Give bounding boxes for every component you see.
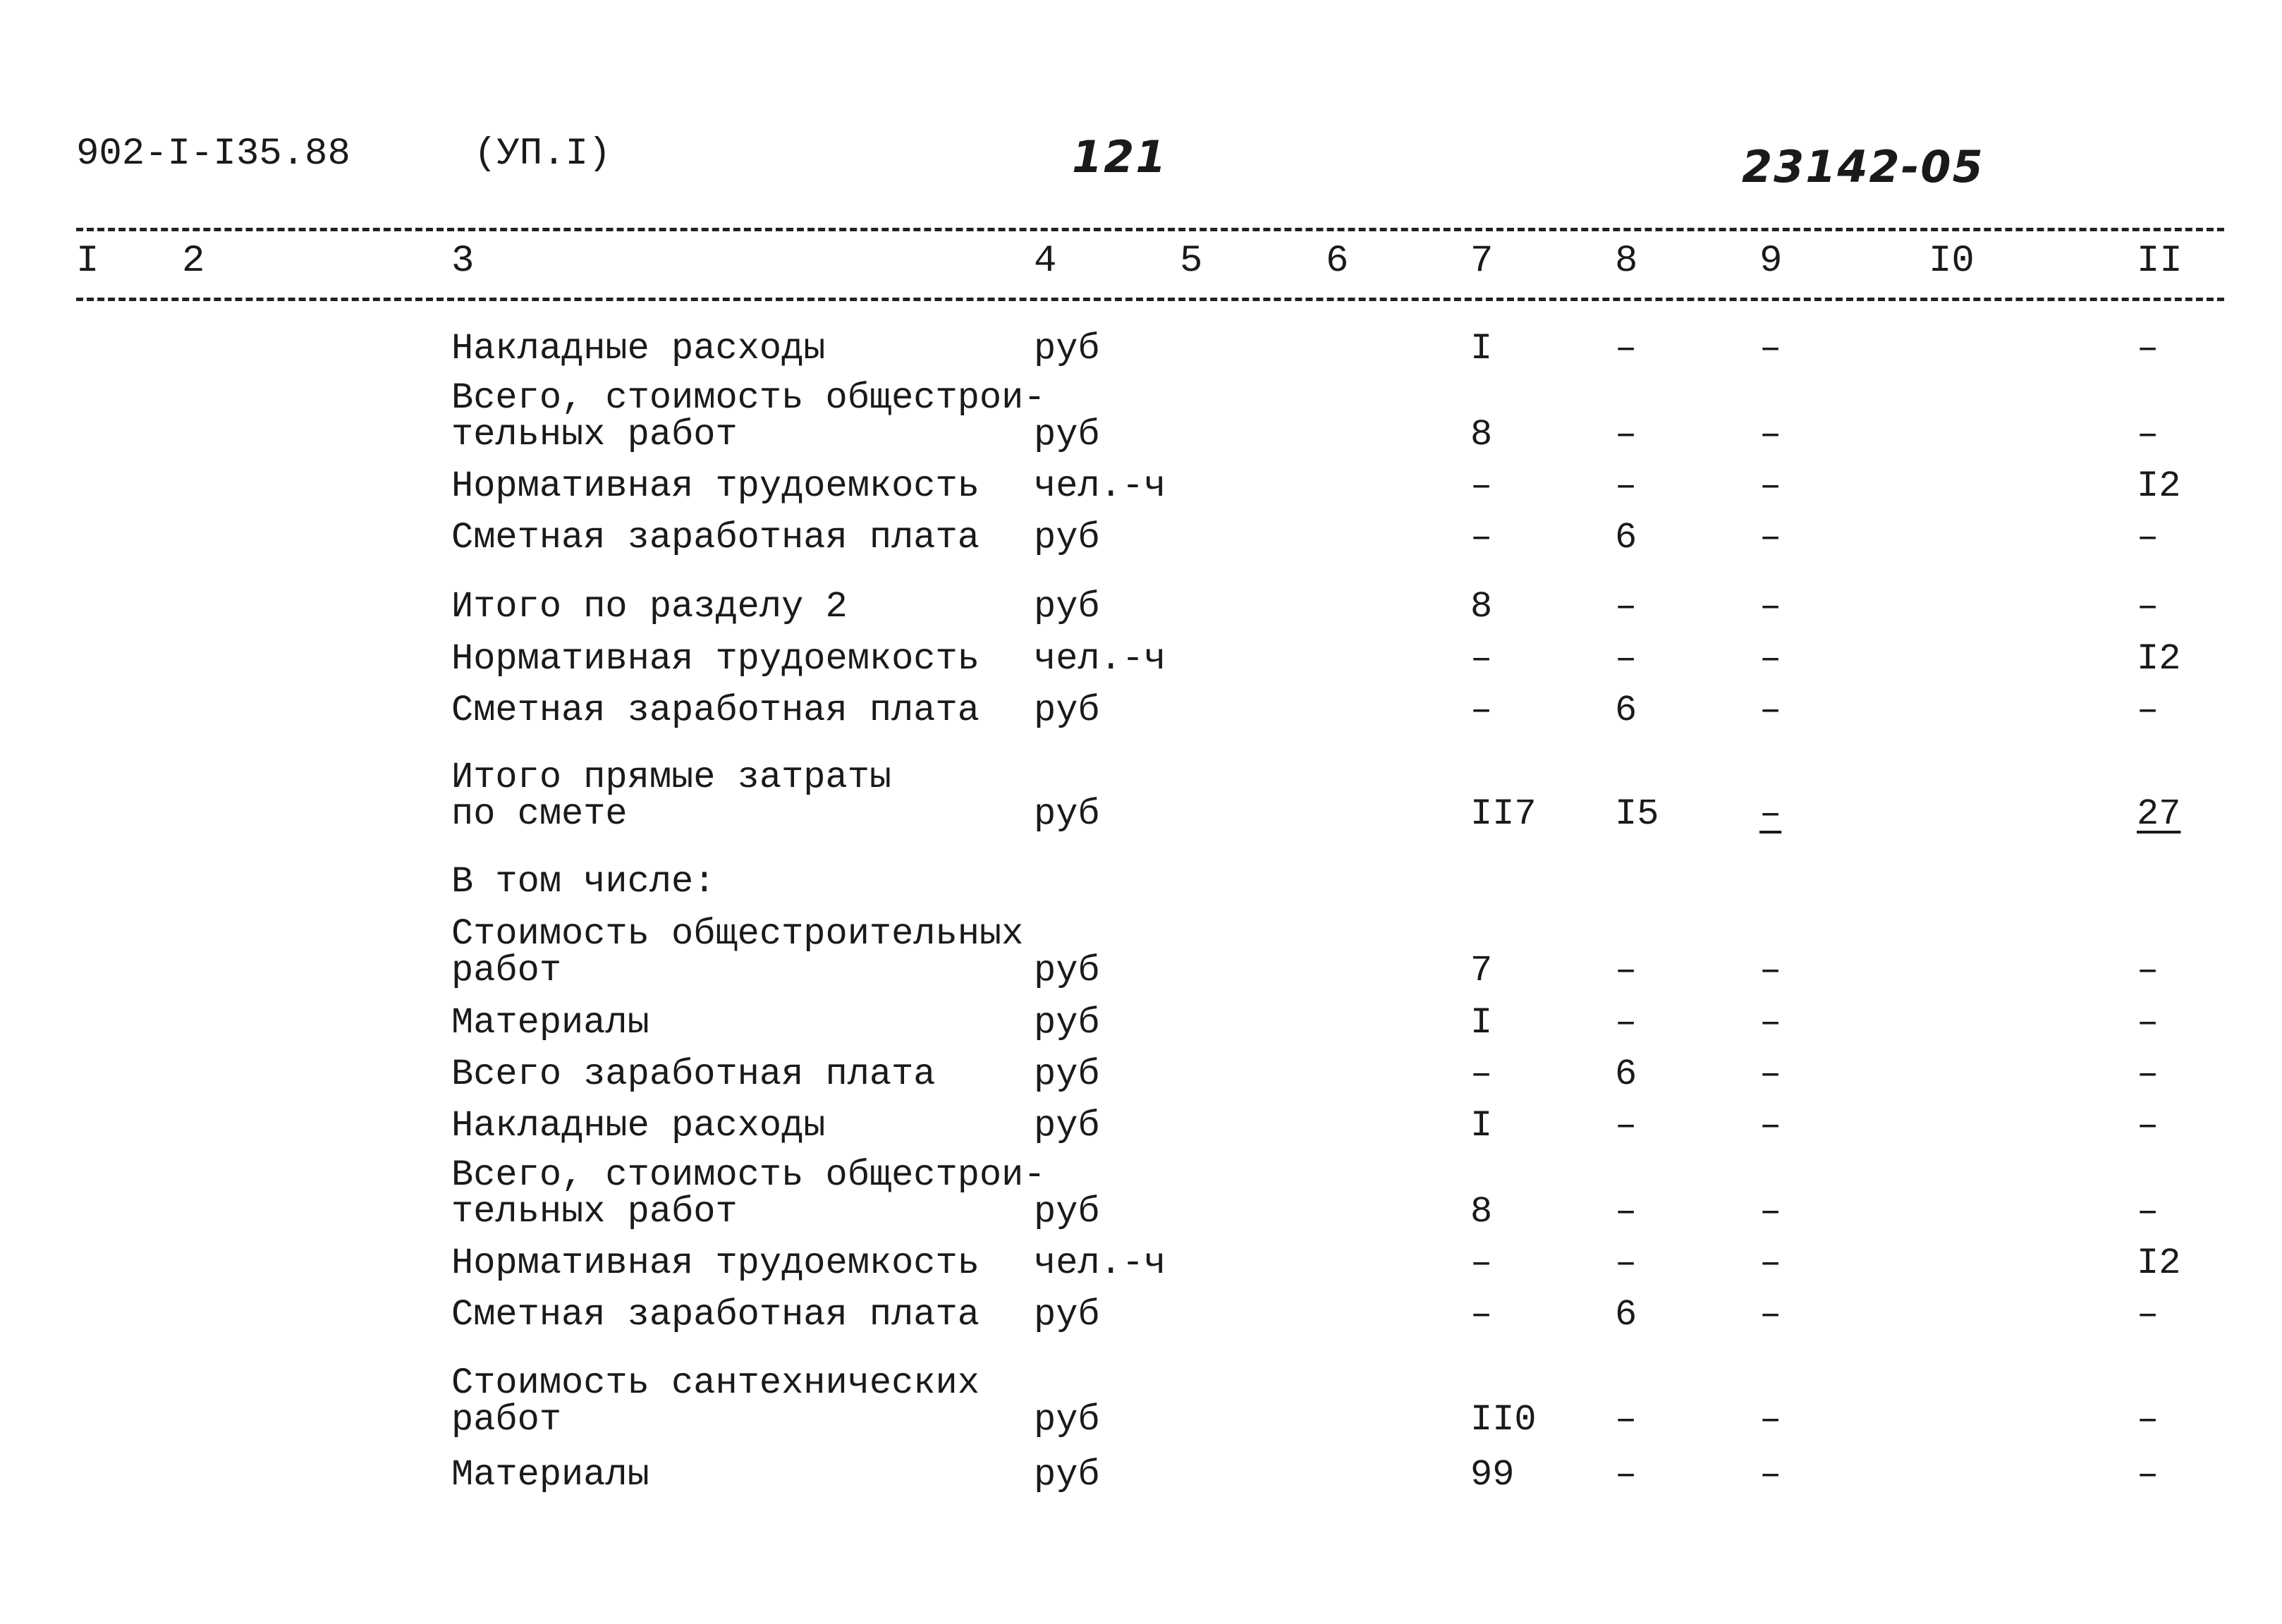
row-name: Накладные расходы bbox=[451, 1105, 826, 1147]
header-top-rule bbox=[76, 228, 2224, 231]
row-col7: 8 bbox=[1470, 1191, 1493, 1233]
column-number: 5 bbox=[1180, 240, 1203, 283]
row-unit: руб bbox=[1034, 1454, 1100, 1496]
row-unit: руб bbox=[1034, 690, 1100, 731]
column-number: I0 bbox=[1929, 240, 1975, 283]
row-col11: – bbox=[2137, 1191, 2159, 1233]
row-col7: – bbox=[1470, 517, 1493, 558]
row-name: Материалы bbox=[451, 1002, 649, 1044]
row-col9: – bbox=[1759, 1294, 1782, 1336]
row-col9: – bbox=[1759, 1191, 1782, 1233]
row-col9: – bbox=[1759, 1105, 1782, 1147]
table-row bbox=[0, 290, 2282, 370]
row-col7: – bbox=[1470, 690, 1493, 731]
row-col8: 6 bbox=[1615, 1294, 1637, 1336]
row-unit: руб bbox=[1034, 950, 1100, 991]
row-col9: – bbox=[1759, 950, 1782, 991]
row-col11: – bbox=[2137, 1105, 2159, 1147]
row-unit: руб bbox=[1034, 414, 1100, 456]
row-col9: – bbox=[1759, 1454, 1782, 1496]
row-col7: – bbox=[1470, 1243, 1493, 1284]
row-col7: I bbox=[1470, 328, 1493, 370]
table-row bbox=[0, 652, 2282, 729]
row-col7: 8 bbox=[1470, 414, 1493, 456]
row-col11: I2 bbox=[2137, 638, 2181, 680]
row-unit: руб bbox=[1034, 1002, 1100, 1044]
column-number: 3 bbox=[451, 240, 475, 283]
column-number: 6 bbox=[1326, 240, 1349, 283]
row-name: Всего заработная плата bbox=[451, 1054, 936, 1095]
row-name: В том числе: bbox=[451, 861, 716, 903]
row-col11: – bbox=[2137, 1054, 2159, 1095]
row-unit: руб bbox=[1034, 328, 1100, 370]
row-col11: I2 bbox=[2137, 1243, 2181, 1284]
row-col11: – bbox=[2137, 690, 2159, 731]
row-name: Всего, стоимость общестрои- тельных работ bbox=[451, 1154, 1046, 1233]
row-name: Всего, стоимость общестрои- тельных работ bbox=[451, 377, 1046, 456]
row-col8: – bbox=[1615, 950, 1637, 991]
row-col11: – bbox=[2137, 328, 2159, 370]
row-name: Нормативная трудоемкость bbox=[451, 638, 980, 680]
row-col7: – bbox=[1470, 465, 1493, 507]
row-name: Стоимость общестроительных работ bbox=[451, 913, 1024, 991]
row-name: Сметная заработная плата bbox=[451, 690, 980, 731]
column-number: 4 bbox=[1034, 240, 1057, 283]
column-number: II bbox=[2137, 240, 2183, 283]
table-row bbox=[0, 1067, 2282, 1147]
table-row bbox=[0, 479, 2282, 556]
row-col7: – bbox=[1470, 638, 1493, 680]
row-col9: – bbox=[1759, 1243, 1782, 1284]
section-label: (УП.I) bbox=[474, 133, 611, 176]
row-col7: 8 bbox=[1470, 586, 1493, 628]
row-unit: чел.-ч bbox=[1034, 638, 1166, 680]
table-row bbox=[0, 823, 2282, 903]
row-col11: – bbox=[2137, 1294, 2159, 1336]
row-unit: руб bbox=[1034, 1294, 1100, 1336]
row-col8: – bbox=[1615, 1002, 1637, 1044]
row-col8: – bbox=[1615, 1105, 1637, 1147]
row-col7: 99 bbox=[1470, 1454, 1515, 1496]
row-unit: руб bbox=[1034, 1191, 1100, 1233]
row-col7: I bbox=[1470, 1002, 1493, 1044]
archive-number: 23142-05 bbox=[1742, 141, 1984, 193]
row-col9: – bbox=[1759, 690, 1782, 731]
row-col11: – bbox=[2137, 1454, 2159, 1496]
row-name: Нормативная трудоемкость bbox=[451, 465, 980, 507]
row-col7: I bbox=[1470, 1105, 1493, 1147]
row-col9: – bbox=[1759, 1002, 1782, 1044]
row-col8: – bbox=[1615, 414, 1637, 456]
column-number: 2 bbox=[182, 240, 205, 283]
table-row bbox=[0, 755, 2282, 833]
row-name: Сметная заработная плата bbox=[451, 1294, 980, 1336]
row-col9: – bbox=[1759, 328, 1782, 370]
row-name: Материалы bbox=[451, 1454, 649, 1496]
row-col8: I5 bbox=[1615, 793, 1659, 835]
row-col11: – bbox=[2137, 414, 2159, 456]
row-col9: – bbox=[1759, 414, 1782, 456]
row-col11: 27 bbox=[2137, 793, 2181, 835]
row-col11: – bbox=[2137, 1399, 2159, 1441]
row-col7: – bbox=[1470, 1054, 1493, 1095]
table-row bbox=[0, 1416, 2282, 1494]
column-number: I bbox=[76, 240, 99, 283]
row-col8: – bbox=[1615, 1399, 1637, 1441]
row-col9: – bbox=[1759, 793, 1782, 835]
row-col8: – bbox=[1615, 1191, 1637, 1233]
row-unit: чел.-ч bbox=[1034, 465, 1166, 507]
row-name: Итого по разделу 2 bbox=[451, 586, 848, 628]
row-col8: – bbox=[1615, 1454, 1637, 1496]
row-name: Итого прямые затраты по смете bbox=[451, 757, 892, 835]
row-col7: 7 bbox=[1470, 950, 1493, 991]
row-col11: – bbox=[2137, 517, 2159, 558]
row-col8: 6 bbox=[1615, 690, 1637, 731]
row-col8: 6 bbox=[1615, 517, 1637, 558]
row-col8: – bbox=[1615, 1243, 1637, 1284]
column-number: 9 bbox=[1759, 240, 1783, 283]
row-col9: – bbox=[1759, 1054, 1782, 1095]
table-row bbox=[0, 1256, 2282, 1336]
row-unit: руб bbox=[1034, 1105, 1100, 1147]
row-name: Накладные расходы bbox=[451, 328, 826, 370]
row-col9: – bbox=[1759, 1399, 1782, 1441]
row-col7: – bbox=[1470, 1294, 1493, 1336]
row-unit: руб bbox=[1034, 1054, 1100, 1095]
row-name: Сметная заработная плата bbox=[451, 517, 980, 558]
row-col11: – bbox=[2137, 1002, 2159, 1044]
row-col9: – bbox=[1759, 638, 1782, 680]
row-name: Нормативная трудоемкость bbox=[451, 1243, 980, 1284]
row-unit: руб bbox=[1034, 517, 1100, 558]
row-unit: руб bbox=[1034, 1399, 1100, 1441]
row-col9: – bbox=[1759, 586, 1782, 628]
row-col8: – bbox=[1615, 328, 1637, 370]
column-number: 7 bbox=[1470, 240, 1494, 283]
row-col8: – bbox=[1615, 586, 1637, 628]
row-col7: II7 bbox=[1470, 793, 1537, 835]
row-col8: – bbox=[1615, 465, 1637, 507]
row-unit: руб bbox=[1034, 793, 1100, 835]
row-col11: – bbox=[2137, 950, 2159, 991]
row-unit: чел.-ч bbox=[1034, 1243, 1166, 1284]
row-name: Стоимость сантехнических работ bbox=[451, 1362, 980, 1441]
column-number: 8 bbox=[1615, 240, 1638, 283]
row-col8: 6 bbox=[1615, 1054, 1637, 1095]
row-col8: – bbox=[1615, 638, 1637, 680]
row-col11: – bbox=[2137, 586, 2159, 628]
document-code: 902-I-I35.88 bbox=[76, 133, 350, 176]
row-col9: – bbox=[1759, 517, 1782, 558]
row-col9: – bbox=[1759, 465, 1782, 507]
page-number: 121 bbox=[1072, 131, 1168, 183]
row-unit: руб bbox=[1034, 586, 1100, 628]
row-col7: II0 bbox=[1470, 1399, 1537, 1441]
row-col11: I2 bbox=[2137, 465, 2181, 507]
